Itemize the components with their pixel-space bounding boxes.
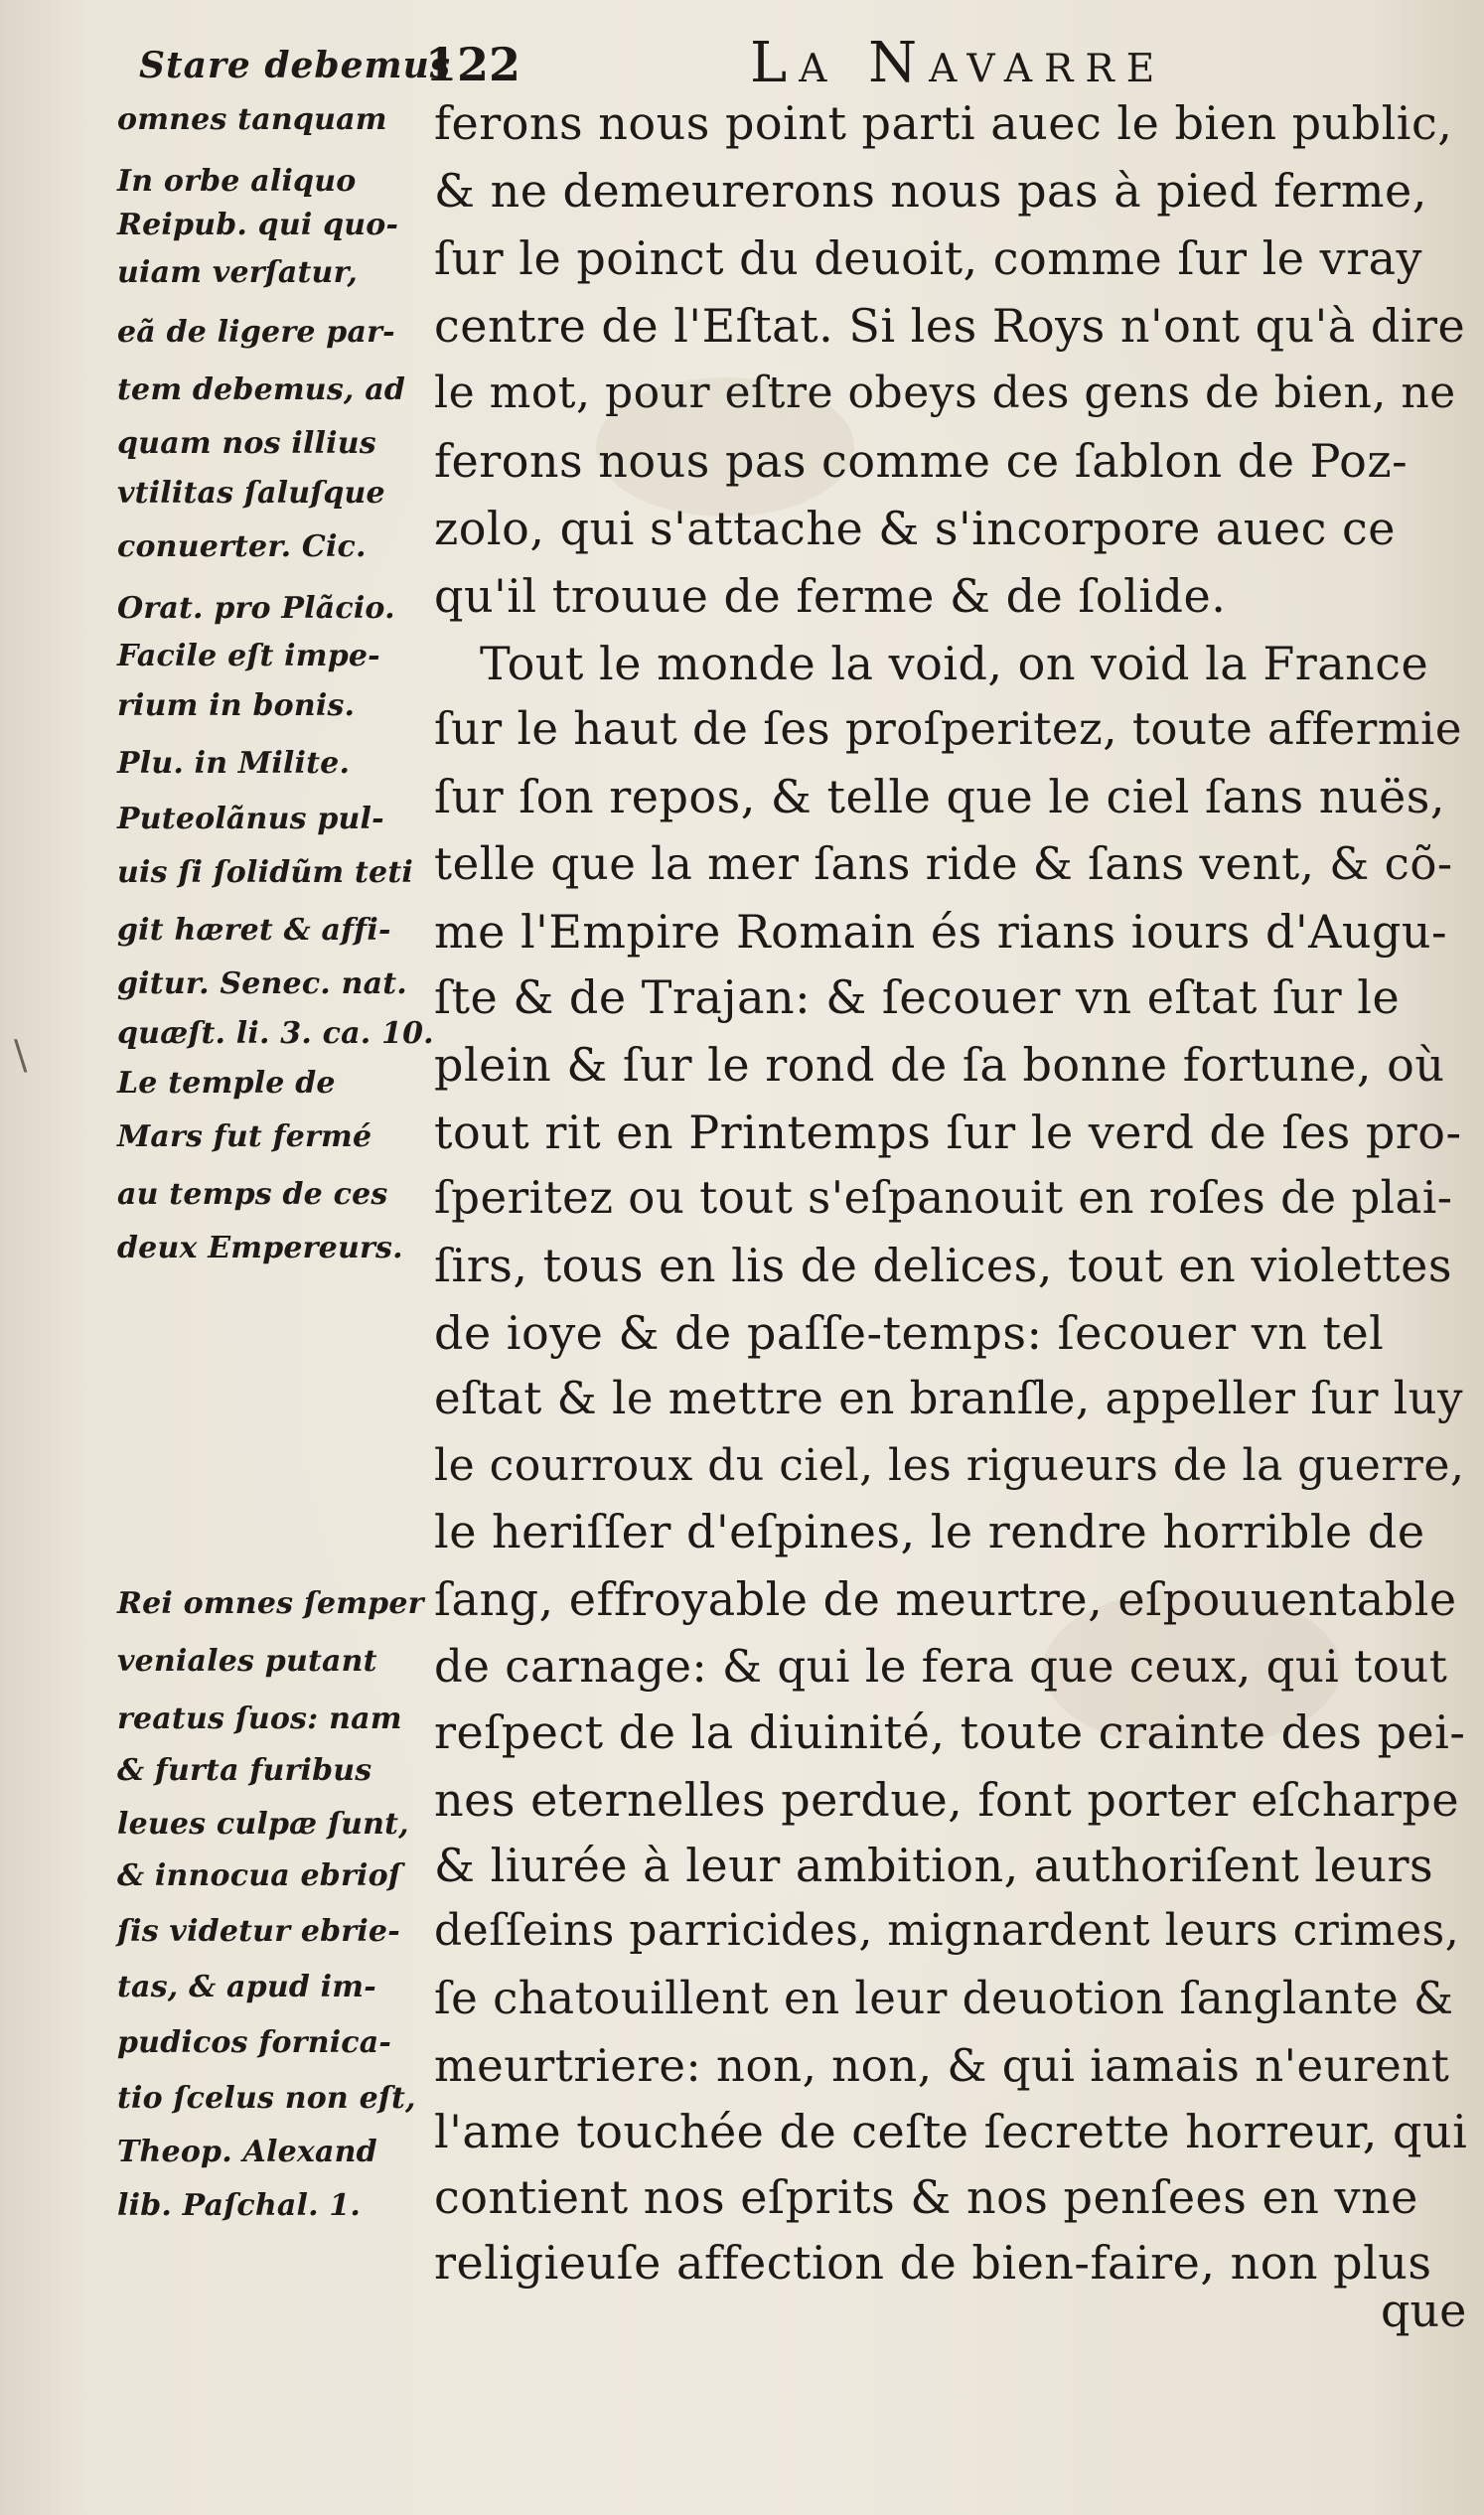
margin-note-line: & innocua ebrioſ <box>117 1858 401 1893</box>
text-line: meurtriere: non, non, & qui iamais n'eurent <box>434 2039 1450 2092</box>
text-line: religieuſe affection de bien-faire, non plus <box>434 2236 1432 2290</box>
catchword: que <box>1381 2284 1467 2337</box>
text-line: ſte & de Trajan: & ſecouer vn eſtat ſur le <box>434 970 1401 1024</box>
margin-note-line: au temps de ces <box>117 1177 388 1212</box>
text-line: & liurée à leur ambition, authoriſent leurs <box>434 1839 1434 1892</box>
running-head: La Navarre <box>750 31 1167 95</box>
margin-note-line: rium in bonis. <box>117 688 356 723</box>
text-line: centre de l'Eſtat. Si les Roys n'ont qu'à dire <box>434 299 1466 353</box>
text-line: me l'Empire Romain és rians iours d'Augu- <box>434 905 1448 959</box>
margin-note-line: omnes tanquam <box>117 102 387 137</box>
margin-note-line: deux Empereurs. <box>117 1231 403 1265</box>
margin-note-line: tas, & apud im- <box>117 1970 376 2004</box>
margin-note-line: uiam verſatur, <box>117 255 359 290</box>
text-line: de ioye & de paſſe-temps: ſecouer vn tel <box>434 1306 1385 1360</box>
margin-note-line: vtilitas ſaluſque <box>117 476 385 511</box>
text-line: ſur le haut de ſes proſperitez, toute affermie <box>434 702 1462 755</box>
text-line: nes eternelles perdue, font porter eſcharpe <box>434 1773 1460 1827</box>
margin-note-line: gitur. Senec. nat. <box>117 966 407 1001</box>
page-number: 122 <box>425 38 521 91</box>
margin-note-line: leues culpæ ſunt, <box>117 1807 409 1842</box>
margin-note-line: Reipub. qui quo- <box>117 208 399 242</box>
margin-note-line: Plu. in Milite. <box>117 746 351 781</box>
text-line: reſpect de la diuinité, toute crainte des pei- <box>434 1705 1466 1759</box>
margin-note-line: veniales putant <box>117 1644 377 1679</box>
text-line: ſperitez ou tout s'eſpanouit en roſes de plai- <box>434 1171 1453 1224</box>
text-line: plein & ſur le rond de ſa bonne fortune, où <box>434 1038 1445 1092</box>
margin-note-line: Theop. Alexand <box>117 2135 377 2169</box>
margin-note-line: Puteolãnus pul- <box>117 802 384 836</box>
margin-note-line: Le temple de <box>117 1066 336 1101</box>
text-line: tout rit en Printemps ſur le verd de ſes pro- <box>434 1106 1462 1159</box>
text-line: de carnage: & qui le fera que ceux, qui tout <box>434 1640 1448 1693</box>
text-line: contient nos eſprits & nos penſees en vne <box>434 2170 1418 2224</box>
text-line: qu'il trouue de ferme & de ſolide. <box>434 569 1227 623</box>
text-line: ſang, effroyable de meurtre, eſpouuentable <box>434 1572 1457 1626</box>
text-line: telle que la mer ſans ride & ſans vent, & cõ- <box>434 837 1453 890</box>
text-line: & ne demeurerons nous pas à pied ferme, <box>434 164 1427 218</box>
text-line: le courroux du ciel, les rigueurs de la guerre, <box>434 1440 1465 1491</box>
text-line: zolo, qui s'attache & s'incorpore auec ce <box>434 502 1397 555</box>
margin-note-line: Orat. pro Plãcio. <box>117 591 395 626</box>
margin-note-line: uis ſi ſolidũm teti <box>117 855 413 890</box>
margin-mark: \ <box>14 1033 28 1079</box>
margin-note-line: pudicos fornica- <box>117 2025 392 2060</box>
margin-note-line: reatus ſuos: nam <box>117 1701 402 1736</box>
margin-note-line: git hæret & affi- <box>117 913 391 948</box>
margin-note-line: ſis videtur ebrie- <box>117 1914 400 1949</box>
text-line: ſur ſon repos, & telle que le ciel ſans nuës, <box>434 770 1445 823</box>
margin-note-line: In orbe aliquo <box>117 164 357 199</box>
text-line: ſe chatouillent en leur deuotion ſanglante & <box>434 1972 1454 2024</box>
text-line: le mot, pour eſtre obeys des gens de bien, ne <box>434 368 1456 418</box>
running-side-note: Stare debemus <box>139 45 452 86</box>
margin-note-line: tio ſcelus non eſt, <box>117 2081 416 2116</box>
text-line: eſtat & le mettre en branſle, appeller ſur luy <box>434 1372 1464 1424</box>
text-line: ferons nous point parti auec le bien public, <box>434 96 1453 150</box>
text-line: ferons nous pas comme ce ſablon de Poz- <box>434 434 1409 488</box>
margin-note-line: quæſt. li. 3. ca. 10. <box>117 1016 434 1051</box>
margin-note-line: tem debemus, ad <box>117 372 406 407</box>
text-line: ſur le poinct du deuoit, comme ſur le vray <box>434 231 1423 285</box>
margin-note-line: eã de ligere par- <box>117 315 395 350</box>
margin-note-line: & furta furibus <box>117 1753 372 1788</box>
text-line: l'ame touchée de ceſte ſecrette horreur, qui <box>434 2105 1468 2158</box>
paragraph-start-line: Tout le monde la void, on void la France <box>480 637 1429 690</box>
page-header <box>0 0 1484 109</box>
margin-note-line: quam nos illius <box>117 426 376 461</box>
margin-note-line: lib. Paſchal. 1. <box>117 2188 362 2223</box>
margin-note-line: conuerter. Cic. <box>117 529 367 564</box>
text-line: deſſeins parricides, mignardent leurs crimes, <box>434 1905 1460 1956</box>
margin-note-line: Rei omnes ſemper <box>117 1586 424 1621</box>
margin-note-line: Mars fut fermé <box>117 1119 372 1154</box>
margin-note-line: Facile eſt impe- <box>117 639 380 673</box>
text-line: ſirs, tous en lis de delices, tout en violettes <box>434 1239 1452 1292</box>
text-line: le heriſſer d'eſpines, le rendre horrible de <box>434 1505 1425 1558</box>
